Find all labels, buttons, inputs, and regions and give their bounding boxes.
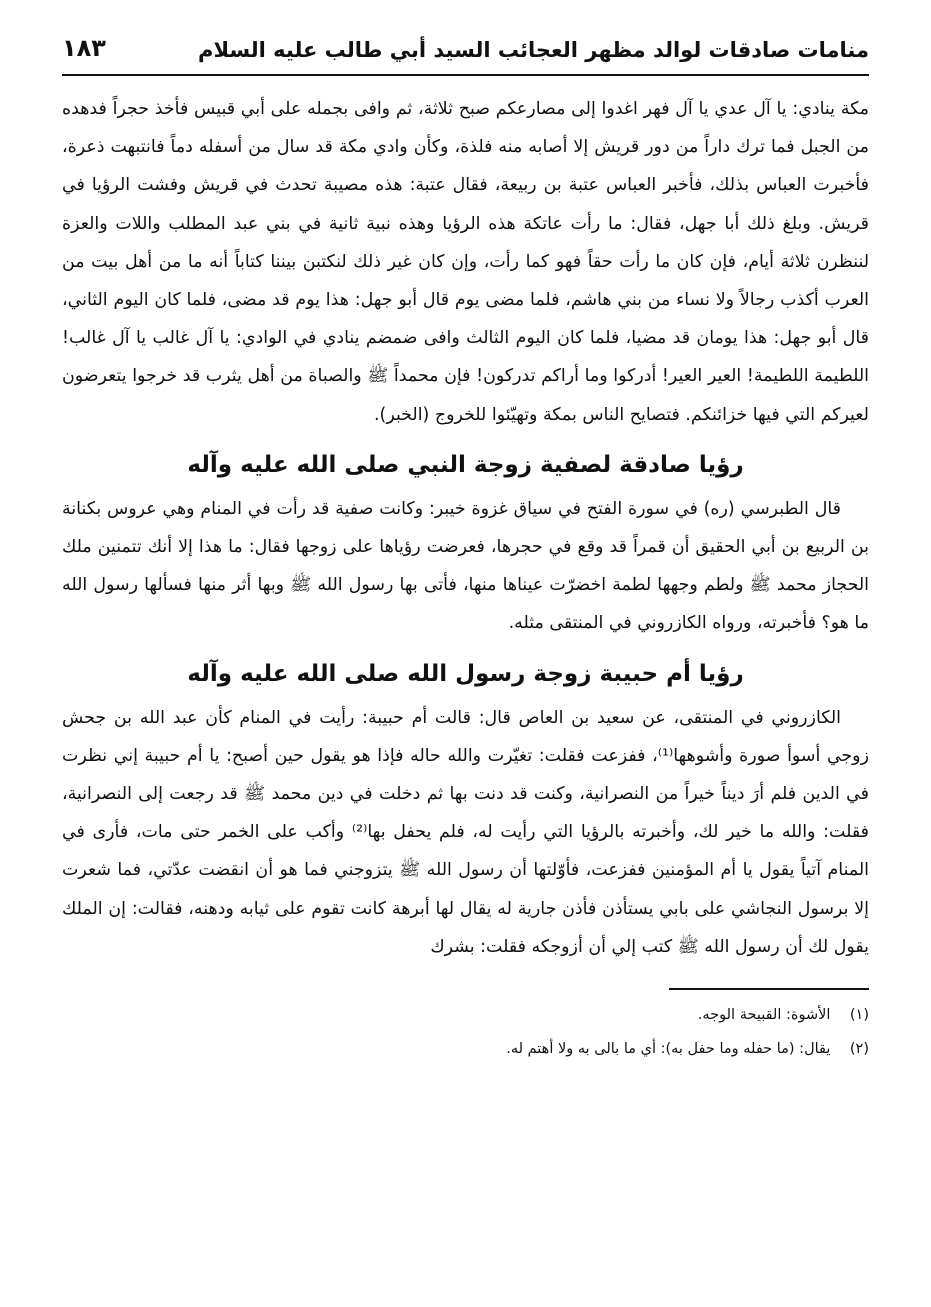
footnote (62, 998, 869, 1032)
footnote-text: يقال: (ما حفله وما حفل به): أي ما بالى به ولا أهتم له. (506, 1041, 831, 1058)
footnotes (62, 998, 869, 1066)
section-heading-umm-habiba: رؤيا أم حبيبة زوجة رسول الله صلى الله عليه وآله (187, 660, 744, 687)
running-title: منامات صادقات لوالد مظهر العجائب السيد أبي طالب عليه السلام (198, 38, 869, 62)
footnote-number: (٢) (849, 1041, 869, 1058)
section-paragraph-umm-habiba: الكازروني في المنتقى، عن سعيد بن العاص قال: قالت أم حبيبة: رأيت في المنام كأن عبد الله بن جحش زوجي أسوأ صورة وأشوهها⁽¹⁾، ففزعت فقلت: تغيّرت والله حاله فإذا هو يقول حين أصبح: يا أم حبيبة إني نظرت في الدين فلم أرَ ديناً خيراً من النصرانية، وكنت قد دنت بها ثم دخلت في دين محمد ﷺ قد رجعت إلى النصرانية، فقلت: والله ما خير لك، وأخبرته بالرؤيا التي رأيت له، فلم يحفل بها⁽²⁾ وأكب على الخمر حتى مات، فأرى في المنام آتياً يقول يا أم المؤمنين ففزعت، فأوّلتها أن رسول الله ﷺ يتزوجني فما هو أن انقضت عدّتي، فما شعرت إلا برسول النجاشي على بابي يستأذن فأذن جارية له يقال لها أبرهة كانت تقوم على ثيابه ودهنه، فقالت: إن الملك يقول لك أن رسول الله ﷺ كتب إلي أن أزوجكه فقلت: بشرك (62, 707, 869, 957)
page-body (62, 90, 869, 966)
book-page (62, 28, 869, 1288)
page-header (62, 28, 869, 76)
footnote-text: الأشوة: القبيحة الوجه. (697, 1007, 831, 1024)
section-paragraph-safiyya: قال الطبرسي (ره) في سورة الفتح في سياق غزوة خيبر: وكانت صفية قد رأت في المنام وهي عروس بكنانة بن الربيع بن أبي الحقيق أن قمراً قد وقع في حجرها، فعرضت رؤياها على زوجها فقال: ما هذا إلا أنك تتمنين ملك الحجاز محمد ﷺ ولطم وجهها لطمة اخضرّت عيناها منها، فأتى بها رسول الله ﷺ وبها أثر منها فسألها رسول الله ما هو؟ فأخبرته، ورواه الكازروني في المنتقى مثله. (62, 498, 869, 634)
section-heading-safiyya: رؤيا صادقة لصفية زوجة النبي صلى الله عليه وآله (187, 451, 744, 478)
page-number: ١٨٣ (62, 34, 106, 62)
continued-paragraph: مكة ينادي: يا آل عدي يا آل فهر اغدوا إلى مصارعكم صبح ثلاثة، ثم وافى بجمله على أبي قبيس فأخذ حجراً فدهده من الجبل فما ترك داراً من دور قريش إلا أصابه منه فلذة، وكأن وادي مكة قد سال من أسفله دماً فانتبهت ذعرة، فأخبرت العباس بذلك، فأخبر العباس عتبة بن ربيعة، فقال عتبة: هذه مصيبة تحدث في قريش وفشت الرؤيا في قريش. وبلغ ذلك أبا جهل، فقال: ما رأت عاتكة هذه الرؤيا وهذه نبية ثانية في بني عبد المطلب واللات والعزة لننظرن ثلاثة أيام، فإن كان ما رأت حقاً فهو كما رأت، وإن كان غير ذلك لنكتبن بيننا كتاباً أنه ما من أهل بيت من العرب أكذب رجالاً ولا نساء من بني هاشم، فلما مضى يوم قال أبو جهل: هذا يوم قد مضى، فلما كان اليوم الثاني، قال أبو جهل: هذا يومان قد مضيا، فلما كان اليوم الثالث وافى ضمضم ينادي في الوادي: يا آل غالب يا آل غالب! اللطيمة اللطيمة! العير العير! أدركوا وما أراكم تدركون! فإن محمداً ﷺ والصباة من أهل يثرب قد خرجوا يتعرضون لعيركم التي فيها خزائنكم. فتصايح الناس بمكة وتهيّئوا للخروج (الخبر). (62, 99, 869, 425)
footnote-number: (١) (849, 1007, 869, 1024)
footnotes-divider (669, 988, 869, 990)
footnote (62, 1032, 869, 1066)
